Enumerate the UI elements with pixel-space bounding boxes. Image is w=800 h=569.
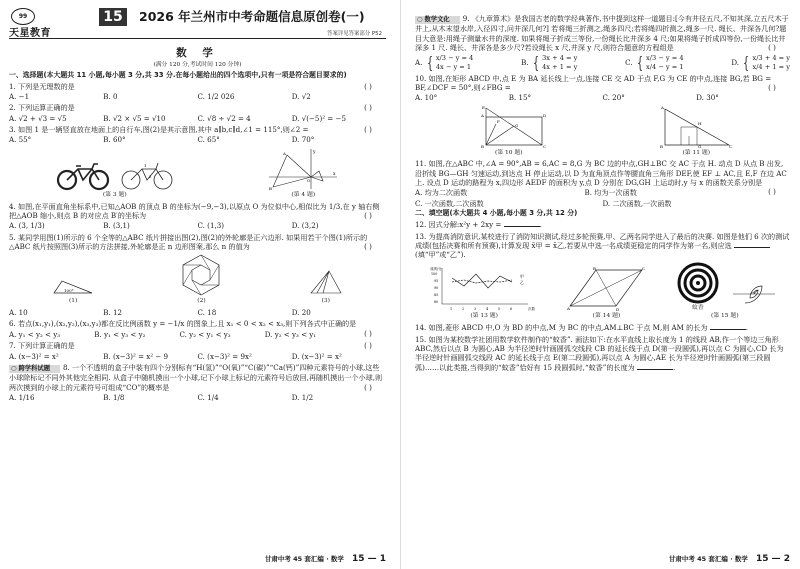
figure-row-5 <box>9 253 386 306</box>
svg-text:A: A <box>661 104 665 110</box>
svg-text:90: 90 <box>434 286 439 291</box>
page-number: 15 — 2 <box>755 554 790 565</box>
question-6: 6. 若点(x₁,y₁),(x₂,y₂),(x₃,y₃)都在反比例函数 y = −1/x 的图象上,且 x₁ < 0 < x₂ < x₃,则下列各式中正确的是 ( ) A. y₁ < y₂ < y₃ B. y₁ < y₃ < y₂ C. y₂ < y₁ < y₃ D. y₂ < y₃ < y₁ <box>9 319 372 339</box>
svg-text:F: F <box>496 118 500 124</box>
svg-text:1: 1 <box>143 162 147 168</box>
question-7: 7. 下列计算正确的是 ( ) A. (x−3)² = x² B. (x−3)² = x² − 9 C. (x−3)² = 9x² D. (x−3)² = x² <box>9 341 386 361</box>
cross-subject-badge: ○ 跨学科试题 <box>9 365 60 373</box>
svg-text:6: 6 <box>510 307 513 312</box>
svg-text:E: E <box>481 104 485 110</box>
svg-text:B: B <box>269 185 273 191</box>
right-triangle-diagram-icon <box>659 105 733 149</box>
option-d: D. 二次函数,一次函数 <box>602 198 672 208</box>
coordinate-plane-icon <box>267 147 339 191</box>
page-footer: 甘肃中考 45 套汇编 · 数学 15 — 1 <box>264 554 386 565</box>
svg-text:2: 2 <box>462 307 465 312</box>
option-c: C. 65° <box>197 135 220 145</box>
angle-label: 100° <box>64 288 74 294</box>
option-a: A. 55° <box>9 135 32 145</box>
triangle-abc-icon <box>50 273 96 297</box>
section-heading: 一、选择题(本大题共 11 小题,每小题 3 分,共 33 分.在每小题给出的四个选项中,只有一项是符合题目要求的) <box>9 70 347 79</box>
svg-text:C: C <box>542 143 546 149</box>
figure-q5-3 <box>307 267 345 306</box>
exam-meta: (满分 120 分,考试时间 120 分钟) <box>153 61 242 68</box>
coil-label: 蚊香 <box>691 304 704 311</box>
figure-q13 <box>428 264 540 321</box>
svg-text:A: A <box>283 150 287 156</box>
figure-q11 <box>659 105 733 158</box>
svg-text:3: 3 <box>474 307 477 312</box>
paper-number: 15 <box>99 8 127 26</box>
question-12: 12. 因式分解:x²y + 2xy = . <box>415 220 542 230</box>
hexagon-icon <box>178 253 224 297</box>
question-3: 3. 如图 1 是一辆竖直放在地面上的自行车,图(2)是其示意图,其中 a∥b,c∥d,∠1 = 115°,则∠2 = ( ) A. 55° B. 60° C. 65° D. 70° <box>9 125 386 145</box>
svg-text:1: 1 <box>450 307 453 312</box>
figure-q5-2 <box>178 253 224 306</box>
svg-text:85: 85 <box>434 293 439 298</box>
question-9: ○ 数学文化 9. 《九章算术》是我国古老的数学经典著作,书中提到这样一道题目:[今有井径五尺,不知其深,立五尺木于井上,从木末望水岸,入径四寸,问井深几何?] 若将绳三折测之,绳多四尺;若将绳四折测之,绳多一尺. 绳长、井深各几何?题目大意是:用绳子测量水井的深度. 如果将绳子折成三等份,一份绳长比井深多 4 尺;如果将绳子折成四等份,一份绳长比井深多 1 尺. 绳长、井深各是多少尺?若设绳长 x 尺,井深 y 尺,则符合题意的方程组是 ( ) A. { x/3 − y = 4 4x − y = 1 B. { 3x + 4 = y 4x + 1 = y C. { x/3 − y = 4 x/4 − y = 1 D. { x/3 + 4 = y x/4 + 1 = y <box>415 14 790 72</box>
option-c: C. 1/2 026 <box>197 91 235 101</box>
option-a: A. 10 <box>9 308 28 318</box>
brand-name: 天星教育 <box>9 28 51 39</box>
question-8: ○ 跨学科试题 8. 一个不透明的盒子中装有四个分别标有“H(氢)”“O(氧)”“C(碳)”“Ca(钙)”四种元素符号的小球,这些小球除标记不同外其他完全相同. 从盒子中随机摸出一个小球,记下小球上标记的元素符号后放回,再随机摸出一个小球,则两次摸到的小球上的元素符号可组成“CO”的概率是 ( ) A. 1/16 B. 1/8 C. 1/4 D. 1/2 <box>9 363 386 402</box>
option-c: C. (1,3) <box>197 221 225 231</box>
svg-text:A: A <box>567 306 571 312</box>
figure-caption: (第 4 题) <box>291 191 316 198</box>
option-b: B. (x−3)² = x² − 9 <box>103 351 169 361</box>
option-d: D. 30° <box>696 93 719 103</box>
svg-text:2: 2 <box>148 173 152 179</box>
answer-reference: 答案详见答案部分 P52 <box>327 31 382 37</box>
rectangle-diagram-icon <box>472 105 546 149</box>
option-b: B. 12 <box>103 308 122 318</box>
svg-text:G: G <box>514 122 518 128</box>
figure-row-3-4 <box>9 147 386 200</box>
option-d: D. 20 <box>291 308 311 318</box>
spiral-diagram-icon <box>731 270 777 312</box>
question-14: 14. 如图,菱形 ABCD 中,O 为 BD 的中点,M 为 BC 的中点,AM⊥BC 于点 M,则 AM 的长为 . <box>415 323 748 333</box>
question-5-options <box>9 308 386 317</box>
option-b: B. 均为一次函数 <box>584 188 637 198</box>
question-11: 11. 如图,在△ABC 中,∠A = 90°,AB = 6,AC = 8,G 为 BC 边的中点,GH⊥BC 交 AC 于点 H. 动点 D 从点 B 出发,沿折线 BG—GH 匀速运动,到达点 H 停止运动,以 D 为直角顶点作等腰直角三角形 DEF,使 EF ⊥ AC,且 E,F 在边 AC 上. 设点 D 运动的路程为 x,四边形 AEDF 的面积为 y,点 D 分别在 DG,GH 上运动时,y 与 x 的函数关系分别是 ( ) A. 均为二次函数 B. 均为一次函数 C. 一次函数,二次函数 D. 二次函数,一次函数 <box>415 159 790 208</box>
triangle-pattern-icon <box>307 267 345 297</box>
svg-text:D: D <box>542 112 546 118</box>
svg-text:H: H <box>698 120 702 126</box>
svg-text:x: x <box>333 171 336 177</box>
option-b: B. { 3x + 4 = y 4x + 1 = y <box>521 52 578 72</box>
svg-text:4: 4 <box>486 307 489 312</box>
svg-text:y: y <box>313 149 316 155</box>
coil-photo-icon <box>673 262 723 304</box>
option-d: D. (3,2) <box>291 221 319 231</box>
right-page <box>400 0 800 569</box>
svg-text:B: B <box>660 143 664 149</box>
figure-q5-1 <box>50 273 96 306</box>
svg-text:80: 80 <box>434 300 439 305</box>
option-c: C. { x/3 − y = 4 x/4 − y = 1 <box>625 52 684 72</box>
subject-title: 数 学 <box>176 47 219 59</box>
option-b: B. 1/8 <box>103 392 125 402</box>
figure-caption: (1) <box>68 298 78 305</box>
svg-text:D: D <box>616 307 620 313</box>
figure-caption: (第 10 题) <box>494 149 523 156</box>
figure-caption: (3) <box>321 298 330 305</box>
option-a: A. (3, 1/3) <box>9 221 45 231</box>
bicycle-diagram-icon <box>120 161 174 191</box>
option-a: A. 10° <box>415 93 438 103</box>
page-number: 15 — 1 <box>351 554 386 565</box>
option-d: D. (x−3)² = x² <box>291 351 342 361</box>
brand-logo-icon: 99 <box>11 8 35 25</box>
option-b: B. 0 <box>103 91 118 101</box>
option-c: C. 一次函数,二次函数 <box>415 198 484 208</box>
question-5: 5. 某同学用图(1)所示的 6 个全等的△ABC 纸片拼接出图(2),图(2)的外轮廓是正六边形. 如果用若干个图(1)所示的△ABC 纸片按照图(3)所示的方法拼接,外轮廓是正 n 边形图案,那么 n 的值为 ( ) <box>9 232 372 251</box>
figure-caption: (第 15 题) <box>711 313 739 320</box>
option-c: C. (x−3)² = 9x² <box>197 351 252 361</box>
figure-q4 <box>267 147 339 200</box>
svg-text:G: G <box>698 143 702 149</box>
figure-q3 <box>56 161 174 200</box>
bicycle-photo-icon <box>56 161 110 191</box>
svg-text:5: 5 <box>498 307 501 312</box>
question-15: 15. 如图为某校数学社团用数学软件制作的“蚊香”. 画法如下:在水平直线上取长度为 1 的线段 AB,作一个等边三角形 ABC,然后以点 B 为圆心,AB 为半径逆时针画圆弧交线段 CB 的延长线于点 D(第一段圆弧),再以点 C 为圆心,CD 长为半径逆时针画圆弧交线段 AC 的延长线于点 E(第二段圆弧),再以点 A 为圆心,AE 长为半径逆时针画圆弧(第三段圆弧)……以此类推,当得到的“蚊香”恰好有 15 段圆弧时,“蚊香”的长度为 . <box>415 334 784 372</box>
section-heading: 二、填空题(本大题共 4 小题,每小题 3 分,共 12 分) <box>415 209 578 218</box>
question-9-options <box>415 54 790 71</box>
chart-ylabel: 成绩/分 <box>430 267 442 272</box>
option-d: D. 1/2 <box>291 392 314 402</box>
answer-blank[interactable] <box>637 364 673 370</box>
figure-q15 <box>673 262 777 322</box>
svg-text:100: 100 <box>431 272 438 277</box>
question-4: 4. 如图,在平面直角坐标系中,已知△AOB 的顶点 B 的坐标为(−9,−3),以原点 O 为位似中心,相似比为 1/3,在 y 轴右侧把△AOB 缩小,则点 B 的对应点 B′的坐标为 ( ) A. (3, 1/3) B. (3,1) C. (1,3) D. (3,2) <box>9 202 386 231</box>
figure-row-13-15 <box>415 262 790 322</box>
option-d: D. y₂ < y₃ < y₁ <box>264 329 317 339</box>
option-c: C. 1/4 <box>197 392 219 402</box>
option-b: B. 60° <box>103 135 126 145</box>
option-a: A. y₁ < y₂ < y₃ <box>9 329 61 339</box>
answer-blank[interactable] <box>710 324 746 330</box>
option-c: C. 20° <box>602 93 625 103</box>
option-c: C. √8 ÷ √2 = 4 <box>197 113 251 123</box>
option-a: A. −1 <box>9 91 30 101</box>
figure-caption: (第 14 题) <box>592 313 621 320</box>
option-a: A. (x−3)² = x² <box>9 351 59 361</box>
legend-series-b: 乙 <box>520 280 524 286</box>
option-d: D. √(−5)² = −5 <box>291 113 346 123</box>
figure-caption: (第 3 题) <box>102 191 127 198</box>
option-d: D. 70° <box>291 135 315 145</box>
svg-text:C: C <box>642 266 646 272</box>
question-13: 13. 为提高消防意识,某校进行了消防知识测试,经过多轮预赛,甲、乙两名同学进入了最后的决赛. 如图是他们 6 次的测试成绩(包括决赛和所有预赛),计算发现 x̄甲 = x̄乙,若要从中选一名成绩更稳定的同学作为第一名,则应选 (填“甲”或“乙”). <box>415 231 790 260</box>
figure-caption: (第 11 题) <box>682 149 711 156</box>
answer-blank[interactable] <box>504 221 540 227</box>
option-a: A. { x/3 − y = 4 4x − y = 1 <box>415 52 474 72</box>
svg-text:95: 95 <box>434 279 439 284</box>
line-chart-icon <box>428 264 540 312</box>
option-b: B. 15° <box>508 93 532 103</box>
math-culture-badge: ○ 数学文化 <box>415 16 460 24</box>
option-b: B. √2 × √5 = √10 <box>103 113 166 123</box>
option-c: C. y₂ < y₁ < y₃ <box>179 329 231 339</box>
option-b: B. (3,1) <box>103 221 130 231</box>
option-d: D. { x/3 + 4 = y x/4 + 1 = y <box>731 52 790 72</box>
rhombus-diagram-icon <box>566 266 646 312</box>
svg-text:A: A <box>480 112 484 118</box>
question-1: 1. 下列是无理数的是 ( ) A. −1 B. 0 C. 1/2 026 D. √2 <box>9 82 386 102</box>
option-d: D. √2 <box>291 91 311 101</box>
svg-text:O: O <box>307 177 311 183</box>
option-a: A. 均为二次函数 <box>415 188 468 198</box>
figure-caption: (2) <box>197 298 206 305</box>
figure-caption: (第 13 题) <box>470 313 498 320</box>
question-2: 2. 下列运算正确的是 ( ) A. √2 + √3 = √5 B. √2 × √5 = √10 C. √8 ÷ √2 = 4 D. √(−5)² = −5 <box>9 103 386 123</box>
paper-title: 2026 年兰州市中考命题信息原创卷(一) <box>139 9 365 24</box>
option-b: B. y₁ < y₃ < y₂ <box>94 329 146 339</box>
option-a: A. √2 + √3 = √5 <box>9 113 67 123</box>
chart-xlabel: 次数 <box>528 307 536 312</box>
header-divider <box>9 38 386 39</box>
page-header <box>9 6 386 40</box>
option-a: A. 1/16 <box>9 392 35 402</box>
svg-text:B: B <box>593 266 597 272</box>
svg-text:C: C <box>729 143 733 149</box>
question-10: 10. 如图,在矩形 ABCD 中,点 E 为 BA 延长线上一点,连接 CE 交 AD 于点 F,G 为 CE 的中点,连接 BG,若 BG = BF,∠DCF = 50°,则∠FBG = ( ) A. 10° B. 15° C. 20° D. 30° <box>415 74 790 103</box>
figure-row-10-11 <box>415 105 790 158</box>
figure-q14 <box>566 266 646 321</box>
svg-text:B: B <box>480 143 484 149</box>
option-c: C. 18 <box>197 308 217 318</box>
figure-q10 <box>472 105 546 158</box>
legend-series-a: 甲 <box>520 274 524 280</box>
answer-blank[interactable] <box>734 242 770 248</box>
page-footer: 甘肃中考 45 套汇编 · 数学 15 — 2 <box>668 554 790 565</box>
